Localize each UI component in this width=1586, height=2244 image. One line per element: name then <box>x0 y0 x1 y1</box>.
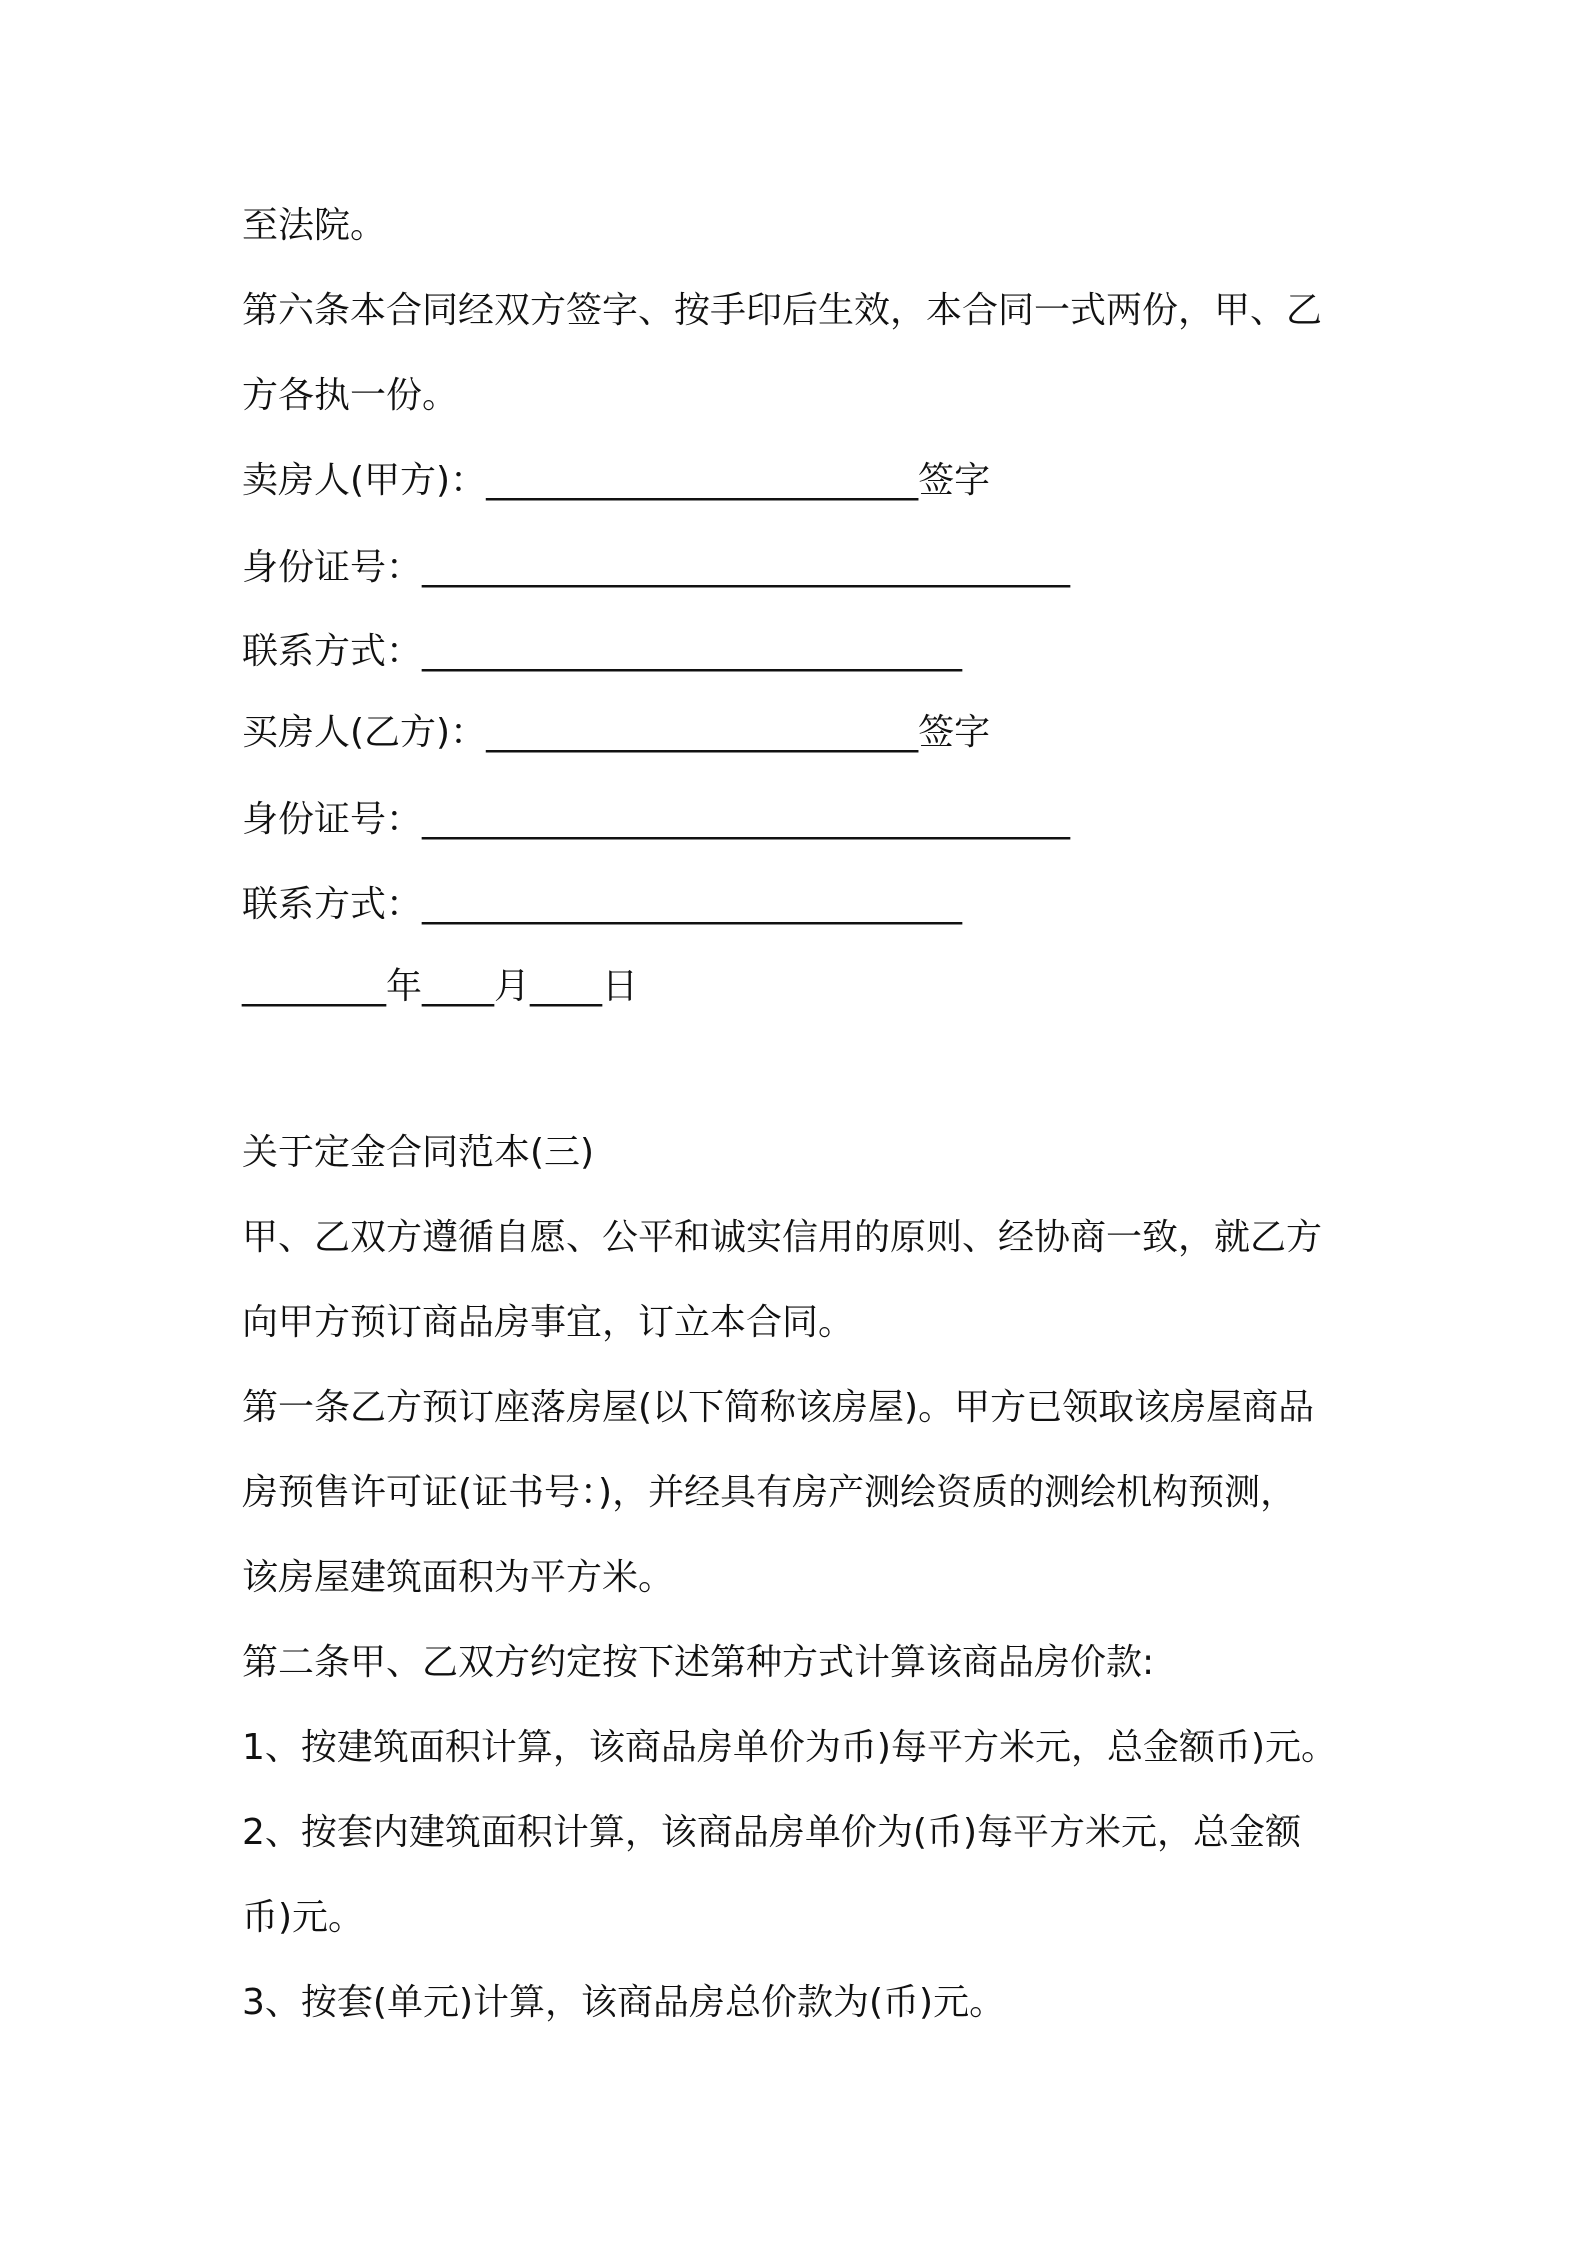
text-line: 第二条甲、乙双方约定按下述第种方式计算该商品房价款: <box>242 1642 1155 1683</box>
text-line: 向甲方预订商品房事宜，订立本合同。 <box>242 1302 855 1343</box>
text-line: 第六条本合同经双方签字、按手印后生效，本合同一式两份，甲、乙 <box>242 290 1323 331</box>
seller-signature-line: 卖房人(甲方)：________________________签字 <box>242 460 991 501</box>
seller-contact-line: 联系方式：______________________________ <box>242 631 963 672</box>
text-line: 1、按建筑面积计算，该商品房单价为币)每平方米元，总金额币)元。 <box>242 1727 1337 1768</box>
text-line: 2、按套内建筑面积计算，该商品房单价为(币)每平方米元，总金额 <box>242 1812 1301 1853</box>
text-line: 方各执一份。 <box>242 375 459 416</box>
buyer-signature-line: 买房人(乙方)：________________________签字 <box>242 712 991 753</box>
buyer-contact-line: 联系方式：______________________________ <box>242 884 963 925</box>
text-line: 该房屋建筑面积为平方米。 <box>242 1557 675 1598</box>
text-line: 币)元。 <box>242 1897 365 1938</box>
text-line: 至法院。 <box>242 205 387 246</box>
buyer-id-line: 身份证号：____________________________________ <box>242 799 1071 840</box>
date-line: ________年____月____日 <box>242 966 638 1007</box>
text-line: 房预售许可证(证书号：)，并经具有房产测绘资质的测绘机构预测， <box>242 1472 1297 1513</box>
text-line: 第一条乙方预订座落房屋(以下简称该房屋)。甲方已领取该房屋商品 <box>242 1387 1315 1428</box>
text-line: 甲、乙双方遵循自愿、公平和诚实信用的原则、经协商一致，就乙方 <box>242 1217 1323 1258</box>
section-title: 关于定金合同范本(三) <box>242 1132 595 1173</box>
text-line: 3、按套(单元)计算，该商品房总价款为(币)元。 <box>242 1982 1006 2023</box>
seller-id-line: 身份证号：____________________________________ <box>242 547 1071 588</box>
